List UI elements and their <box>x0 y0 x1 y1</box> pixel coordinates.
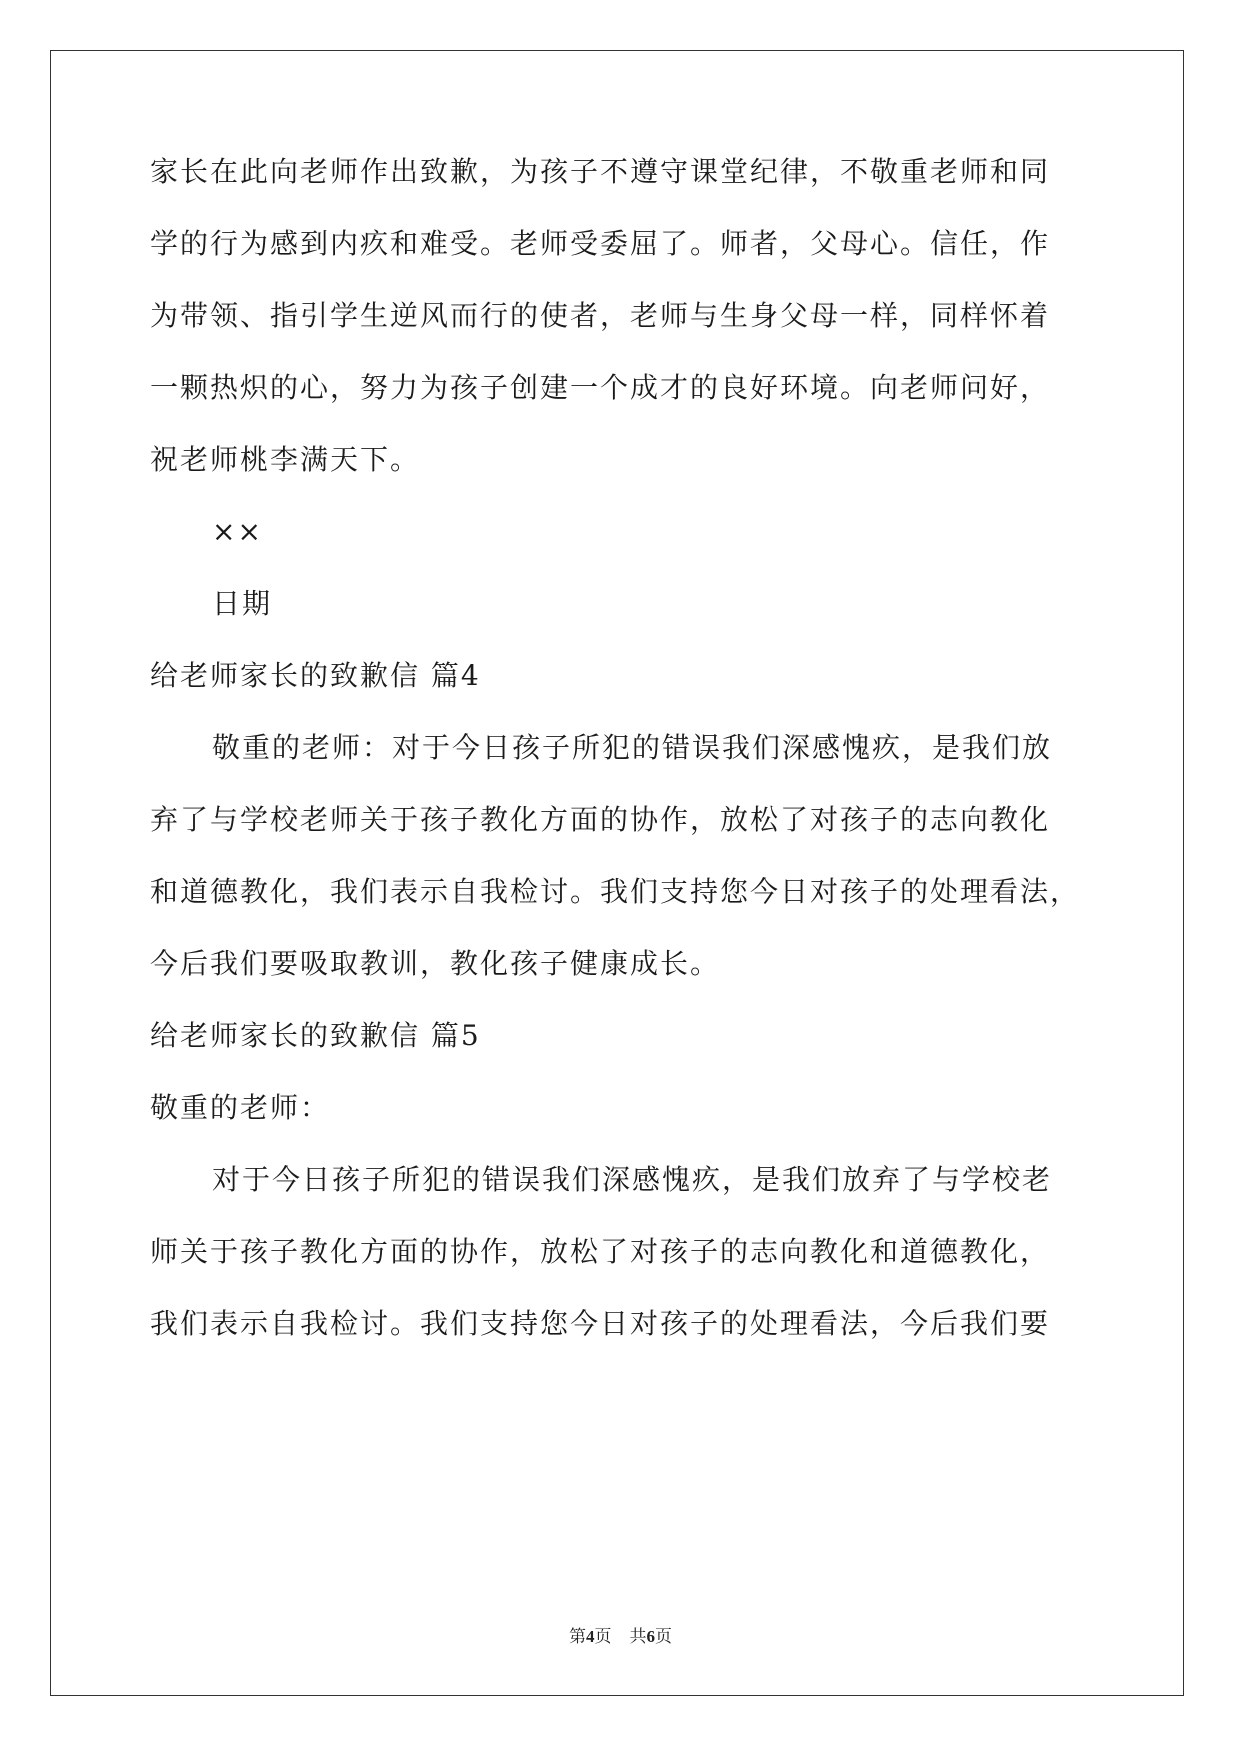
page-frame <box>50 50 1184 1696</box>
page-suffix: 页 <box>594 1627 612 1646</box>
signature-name: ×× <box>212 515 263 548</box>
paragraph-line: 对于今日孩子所犯的错误我们深感愧疚，是我们放弃了与学校老 <box>212 1163 1053 1196</box>
signature-date: 日期 <box>212 587 273 620</box>
paragraph-line: 今后我们要吸取教训，教化孩子健康成长。 <box>150 947 721 980</box>
page-total: 6 <box>646 1627 655 1646</box>
paragraph-line: 家长在此向老师作出致歉，为孩子不遵守课堂纪律，不敬重老师和同 <box>150 155 1051 188</box>
paragraph-line: 学的行为感到内疚和难受。老师受委屈了。师者，父母心。信任，作 <box>150 227 1051 260</box>
section-heading: 给老师家长的致歉信 篇5 <box>150 1019 481 1052</box>
paragraph-line: 祝老师桃李满天下。 <box>150 443 421 476</box>
paragraph-line: 为带领、指引学生逆风而行的使者，老师与生身父母一样，同样怀着 <box>150 299 1051 332</box>
total-prefix: 共 <box>629 1627 647 1646</box>
page-prefix: 第 <box>569 1627 586 1646</box>
paragraph-line: 我们表示自我检讨。我们支持您今日对孩子的处理看法，今后我们要 <box>150 1307 1051 1340</box>
paragraph-line: 和道德教化，我们表示自我检讨。我们支持您今日对孩子的处理看法， <box>150 875 1081 908</box>
page-footer <box>0 1622 1241 1647</box>
total-suffix: 页 <box>655 1627 672 1646</box>
section-heading: 给老师家长的致歉信 篇4 <box>150 659 481 692</box>
paragraph-line: 敬重的老师：对于今日孩子所犯的错误我们深感愧疚，是我们放 <box>212 731 1053 764</box>
paragraph-line: 弃了与学校老师关于孩子教化方面的协作，放松了对孩子的志向教化 <box>150 803 1051 836</box>
page-current: 4 <box>586 1627 595 1646</box>
salutation: 敬重的老师： <box>150 1091 331 1124</box>
paragraph-line: 师关于孩子教化方面的协作，放松了对孩子的志向教化和道德教化， <box>150 1235 1051 1268</box>
paragraph-line: 一颗热炽的心，努力为孩子创建一个成才的良好环境。向老师问好， <box>150 371 1051 404</box>
